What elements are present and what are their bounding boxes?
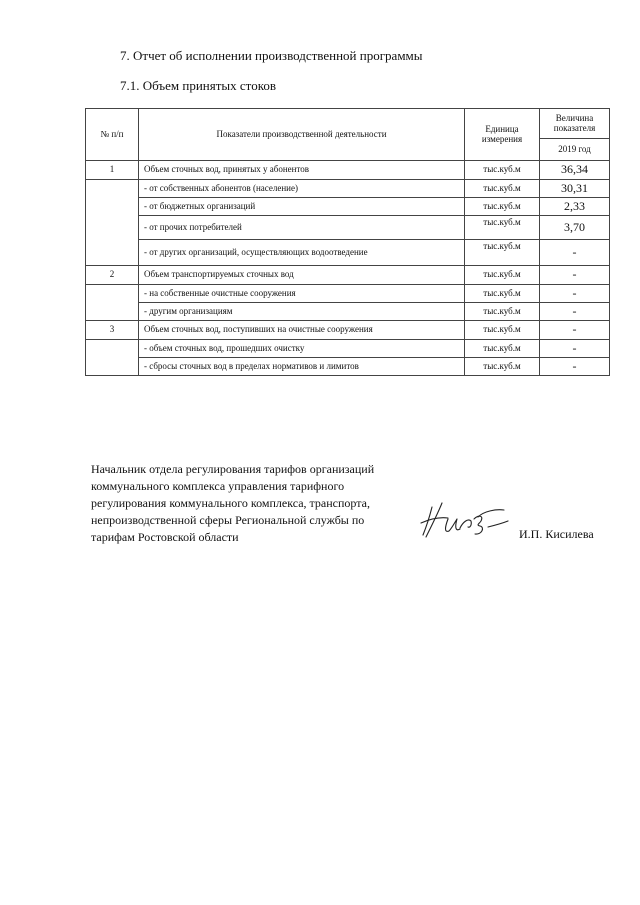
handwritten-signature xyxy=(418,495,510,548)
row-indicator: Объем сточных вод, принятых у абонентов xyxy=(139,161,465,180)
row-indicator: - объем сточных вод, прошедших очистку xyxy=(139,340,465,358)
row-unit: тыс.куб.м xyxy=(465,240,540,266)
position-line: коммунального комплекса управления тарифного xyxy=(91,479,345,493)
row-indicator: Объем транспортируемых сточных вод xyxy=(139,266,465,285)
row-value: - xyxy=(540,303,610,321)
row-value: 2,33 xyxy=(540,198,610,216)
row-num: 2 xyxy=(86,266,139,285)
row-indicator: - от бюджетных организаций xyxy=(139,198,465,216)
table-header-row xyxy=(86,109,610,139)
row-indicator: - от прочих потребителей xyxy=(139,216,465,240)
position-line: Начальник отдела регулирования тарифов организаций xyxy=(91,462,375,476)
row-value: - xyxy=(540,321,610,340)
row-unit: тыс.куб.м xyxy=(465,180,540,198)
row-value: 3,70 xyxy=(540,216,610,240)
row-unit: тыс.куб.м xyxy=(465,358,540,376)
row-num: 1 xyxy=(86,161,139,180)
table-row xyxy=(86,358,610,376)
table-row xyxy=(86,198,610,216)
table-row xyxy=(86,340,610,358)
row-value: - xyxy=(540,358,610,376)
row-num xyxy=(86,340,139,376)
header-num: № п/п xyxy=(86,109,139,161)
subsection-heading: 7.1. Объем принятых стоков xyxy=(120,78,276,93)
position-line: регулирования коммунального комплекса, транспорта, xyxy=(91,496,370,510)
table-row xyxy=(86,321,610,340)
table-row xyxy=(86,161,610,180)
row-unit: тыс.куб.м xyxy=(465,198,540,216)
row-unit: тыс.куб.м xyxy=(465,321,540,340)
row-indicator: - сбросы сточных вод в пределах нормативов и лимитов xyxy=(139,358,465,376)
row-unit: тыс.куб.м xyxy=(465,266,540,285)
section-heading: 7. Отчет об исполнении производственной программы xyxy=(120,48,423,63)
row-num: 3 xyxy=(86,321,139,340)
row-value: - xyxy=(540,340,610,358)
row-value: 30,31 xyxy=(540,180,610,198)
table-row xyxy=(86,216,610,240)
table-row xyxy=(86,240,610,266)
header-value-group: Величина показателя xyxy=(540,109,610,139)
header-indicator: Показатели производственной деятельности xyxy=(139,109,465,161)
row-indicator: - другим организациям xyxy=(139,303,465,321)
row-unit: тыс.куб.м xyxy=(465,161,540,180)
row-unit: тыс.куб.м xyxy=(465,285,540,303)
row-indicator: - на собственные очистные сооружения xyxy=(139,285,465,303)
row-num xyxy=(86,285,139,321)
row-unit: тыс.куб.м xyxy=(465,340,540,358)
position-line: непроизводственной сферы Региональной службы по xyxy=(91,513,365,527)
row-num xyxy=(86,180,139,266)
header-unit: Единица измерения xyxy=(465,109,540,161)
table-row xyxy=(86,285,610,303)
signer-name: И.П. Кисилева xyxy=(519,527,594,541)
row-indicator: - от собственных абонентов (население) xyxy=(139,180,465,198)
row-value: - xyxy=(540,285,610,303)
row-unit: тыс.куб.м xyxy=(465,216,540,240)
row-indicator: - от других организаций, осуществляющих водоотведение xyxy=(139,240,465,266)
row-unit: тыс.куб.м xyxy=(465,303,540,321)
row-value: - xyxy=(540,266,610,285)
signer-position xyxy=(91,461,374,546)
row-value: - xyxy=(540,240,610,266)
header-year: 2019 год xyxy=(540,139,610,161)
position-line: тарифам Ростовской области xyxy=(91,530,239,544)
table-row xyxy=(86,180,610,198)
table-row xyxy=(86,266,610,285)
table-row xyxy=(86,303,610,321)
row-value: 36,34 xyxy=(540,161,610,180)
row-indicator: Объем сточных вод, поступивших на очистные сооружения xyxy=(139,321,465,340)
report-table xyxy=(85,108,610,376)
